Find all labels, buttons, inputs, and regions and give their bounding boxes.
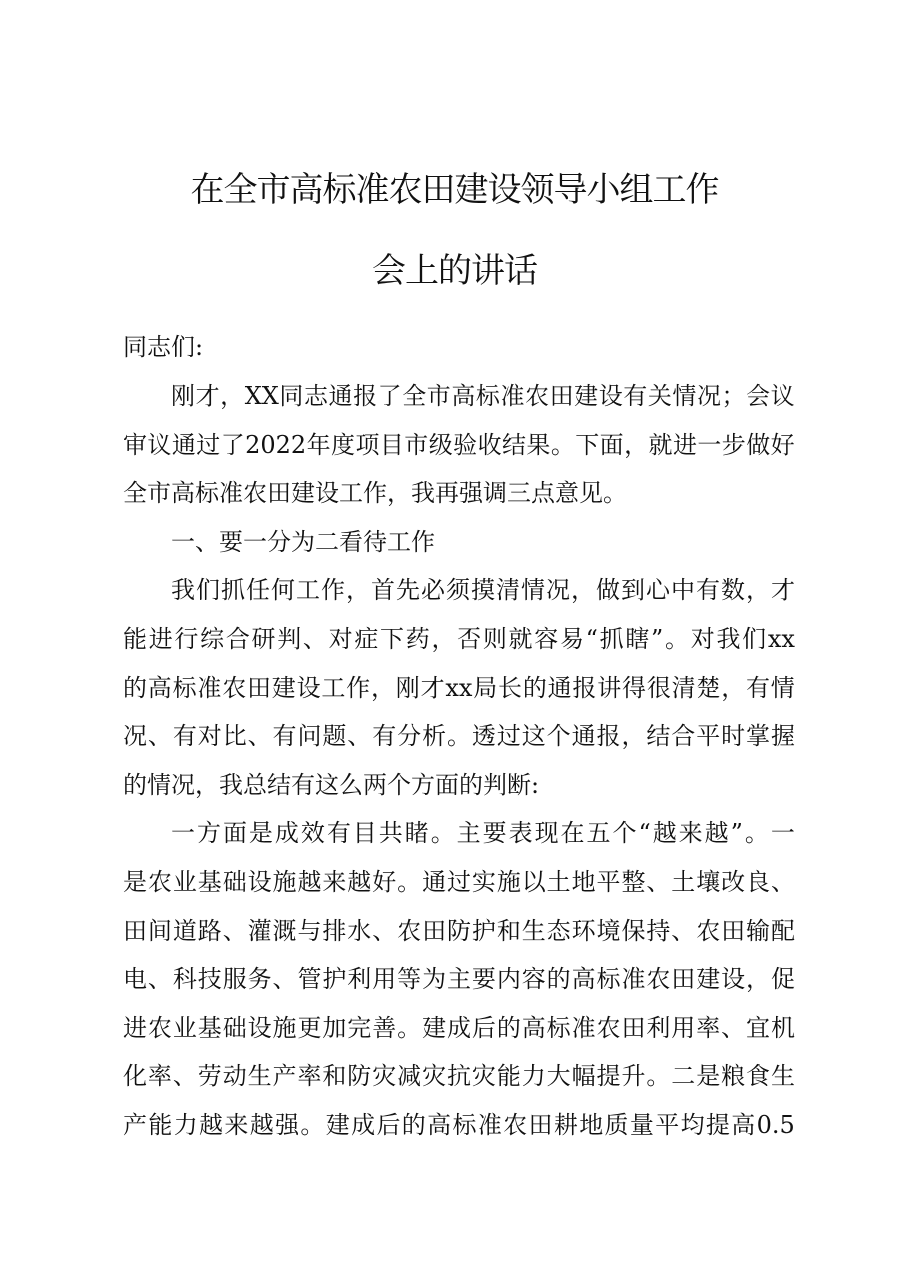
paragraph-line: 产 能 力 越 来 越 强 。 建 成 后 的 高 标 准 农 田 耕 地 质 量 平 均 提 高 0.5 (123, 1111, 795, 1139)
section-heading: 一、要一分为二看待工作 (171, 527, 435, 556)
paragraph-line: 况 、 有 对 比 、 有 问 题 、 有 分 析 。 透 过 这 个 通 报 ， 结 合 平 时 掌 握 (123, 722, 795, 751)
document-title-line2: 会上的讲话 (372, 251, 537, 291)
paragraph-line: 电 、 科 技 服 务 、 管 护 利 用 等 为 主 要 内 容 的 高 标 准 农 田 建 设 ， 促 (123, 965, 795, 994)
paragraph-line: 能 进 行 综 合 研 判 、 对 症 下 药 ， 否 则 就 容 易 “ 抓 瞎 ” 。 对 我 们 xx (123, 625, 795, 653)
paragraph-line: 进 农 业 基 础 设 施 更 加 完 善 。 建 成 后 的 高 标 准 农 田 利 用 率 、 宜 机 (123, 1013, 795, 1042)
paragraph-line: 化 率 、 劳 动 生 产 率 和 防 灾 减 灾 抗 灾 能 力 大 幅 提 升 。 二 是 粮 食 生 (123, 1062, 795, 1091)
salutation: 同志们: (123, 333, 204, 361)
paragraph-line: 的情况，我总结有这么两个方面的判断: (123, 770, 540, 799)
paragraph-line: 刚 才 ， XX 同 志 通 报 了 全 市 高 标 准 农 田 建 设 有 关 情 况 ； 会 议 (171, 382, 795, 410)
paragraph-line: 是 农 业 基 础 设 施 越 来 越 好 。 通 过 实 施 以 土 地 平 整 、 土 壤 改 良 、 (123, 868, 795, 896)
paragraph-line: 的 高 标 准 农 田 建 设 工 作 ， 刚 才 xx 局 长 的 通 报 讲 得 很 清 楚 ， 有 情 (123, 673, 795, 702)
paragraph-line: 全市高标准农田建设工作，我再强调三点意见。 (123, 479, 627, 508)
paragraph-line: 田 间 道 路 、 灌 溉 与 排 水 、 农 田 防 护 和 生 态 环 境 保 持 、 农 田 输 配 (123, 916, 795, 945)
document-title-line1: 在全市高标准农田建设领导小组工作 (190, 170, 719, 210)
paragraph-line: 我 们 抓 任 何 工 作 ， 首 先 必 须 摸 清 情 况 ， 做 到 心 中 有 数 ， 才 (171, 576, 795, 605)
paragraph-line: 一 方 面 是 成 效 有 目 共 睹 。 主 要 表 现 在 五 个 “ 越 来 越 ” 。 一 (171, 819, 795, 848)
paragraph-line: 审 议 通 过 了 2022 年 度 项 目 市 级 验 收 结 果 。 下 面 ， 就 进 一 步 做 好 (123, 430, 795, 459)
